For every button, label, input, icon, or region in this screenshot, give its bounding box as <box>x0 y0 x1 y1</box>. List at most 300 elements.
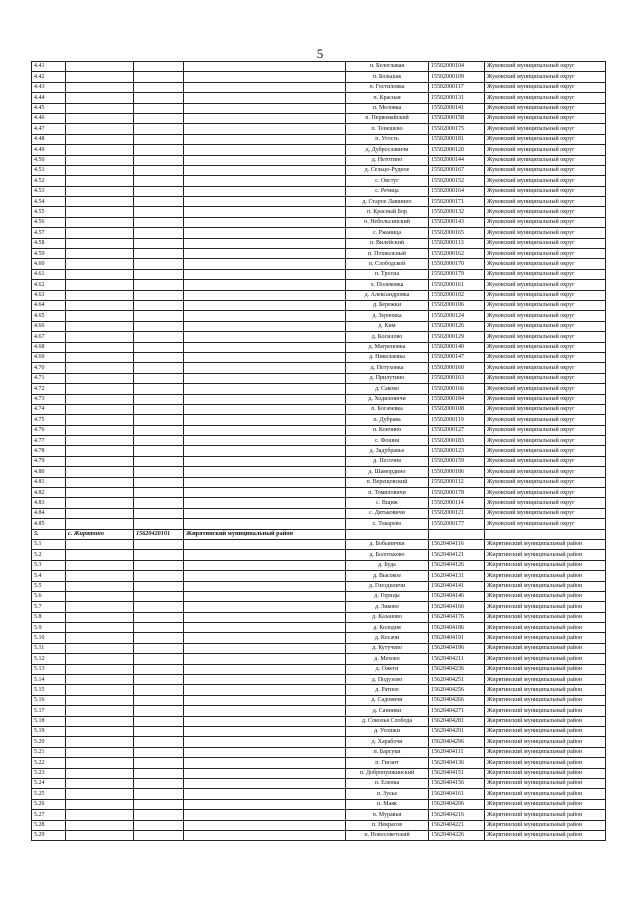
settlement-code: 15502000158 <box>429 113 485 123</box>
empty-cell <box>184 352 346 362</box>
empty-cell <box>66 217 134 227</box>
empty-cell <box>134 737 184 747</box>
empty-cell <box>66 467 134 477</box>
table-row <box>32 259 606 269</box>
row-number: 5.12 <box>32 654 66 664</box>
municipality-name: Жуковский муниципальный округ <box>485 228 606 238</box>
row-number: 4.68 <box>32 342 66 352</box>
row-number: 4.70 <box>32 363 66 373</box>
settlement-code: 15620404266 <box>429 695 485 705</box>
municipality-name: Жуковский муниципальный округ <box>485 519 606 529</box>
empty-cell <box>66 155 134 165</box>
settlement-name: п. Маяк <box>346 799 429 809</box>
table-body-zhiryatino <box>32 539 606 840</box>
municipality-name: Жуковский муниципальный округ <box>485 82 606 92</box>
settlement-name: д. Зерновка <box>346 311 429 321</box>
row-number: 5.20 <box>32 737 66 747</box>
settlement-code: 15502000159 <box>429 456 485 466</box>
row-number: 4.71 <box>32 373 66 383</box>
empty-cell <box>66 488 134 498</box>
settlement-name: д. Нетотино <box>346 155 429 165</box>
empty-cell <box>184 124 346 134</box>
empty-cell <box>184 72 346 82</box>
empty-cell <box>66 560 134 570</box>
empty-cell <box>134 290 184 300</box>
settlement-code: 15620404196 <box>429 643 485 653</box>
empty-cell <box>66 758 134 768</box>
settlement-name: п. Гигант <box>346 758 429 768</box>
settlement-name: д. Песочня <box>346 456 429 466</box>
table-row <box>32 591 606 601</box>
empty-cell <box>134 228 184 238</box>
municipality-name: Жуковский муниципальный округ <box>485 176 606 186</box>
table-row <box>32 550 606 560</box>
table-row <box>32 508 606 518</box>
table-row <box>32 446 606 456</box>
settlement-name: д. Прилутино <box>346 373 429 383</box>
municipality-name: Жуковский муниципальный округ <box>485 342 606 352</box>
settlement-name: с. Овстуг <box>346 176 429 186</box>
table-row <box>32 134 606 144</box>
empty-cell <box>134 384 184 394</box>
empty-cell <box>66 654 134 664</box>
table-body-group <box>32 529 606 539</box>
row-number: 5.2 <box>32 550 66 560</box>
empty-cell <box>184 300 346 310</box>
empty-cell <box>184 789 346 799</box>
municipality-name: Жуковский муниципальный округ <box>485 113 606 123</box>
settlement-name: д. Колодня <box>346 623 429 633</box>
settlement-name: п. Гостиловка <box>346 82 429 92</box>
table-row <box>32 155 606 165</box>
empty-cell <box>184 332 346 342</box>
empty-cell <box>184 290 346 300</box>
page-number: 5 <box>316 46 324 61</box>
settlement-code: 15502000112 <box>429 477 485 487</box>
settlement-code: 15620404186 <box>429 623 485 633</box>
settlement-code: 15502000143 <box>429 217 485 227</box>
empty-cell <box>184 82 346 92</box>
settlement-name: п. Еленка <box>346 778 429 788</box>
empty-cell <box>66 612 134 622</box>
empty-cell <box>134 467 184 477</box>
empty-cell <box>66 456 134 466</box>
row-number: 4.46 <box>32 113 66 123</box>
empty-cell <box>66 519 134 529</box>
row-number: 5.29 <box>32 830 66 840</box>
municipality-name: Жуковский муниципальный округ <box>485 165 606 175</box>
empty-cell <box>134 207 184 217</box>
empty-cell <box>134 799 184 809</box>
settlement-code: 15502000175 <box>429 124 485 134</box>
row-number: 4.61 <box>32 269 66 279</box>
empty-cell <box>184 456 346 466</box>
table-body-zhukovsky <box>32 62 606 530</box>
empty-cell <box>66 727 134 737</box>
row-number: 5.1 <box>32 539 66 549</box>
row-number: 5.19 <box>32 727 66 737</box>
empty-cell <box>66 373 134 383</box>
row-number: 4.49 <box>32 145 66 155</box>
empty-cell <box>66 830 134 840</box>
empty-cell <box>184 820 346 830</box>
table-row <box>32 165 606 175</box>
settlement-name: д. Старое Лавшино <box>346 197 429 207</box>
empty-cell <box>66 716 134 726</box>
municipality-name: Жирятинский муниципальный район <box>485 581 606 591</box>
table-row <box>32 519 606 529</box>
municipality-name: Жуковский муниципальный округ <box>485 269 606 279</box>
table-row <box>32 498 606 508</box>
municipality-name: Жуковский муниципальный округ <box>485 415 606 425</box>
empty-cell <box>66 145 134 155</box>
settlement-code: 15502000161 <box>429 280 485 290</box>
municipality-name: Жирятинский муниципальный район <box>485 778 606 788</box>
empty-cell <box>66 342 134 352</box>
municipality-name: Жуковский муниципальный округ <box>485 394 606 404</box>
empty-cell <box>184 321 346 331</box>
municipality-name: Жирятинский муниципальный район <box>485 706 606 716</box>
settlement-name: д. Усошки <box>346 727 429 737</box>
table-row <box>32 602 606 612</box>
table-row <box>32 654 606 664</box>
municipality-name: Жирятинский муниципальный район <box>485 747 606 757</box>
row-number: 4.72 <box>32 384 66 394</box>
empty-cell <box>134 654 184 664</box>
settlement-name: п. Большак <box>346 72 429 82</box>
table-row <box>32 415 606 425</box>
empty-cell <box>134 404 184 414</box>
municipality-name: Жуковский муниципальный округ <box>485 498 606 508</box>
settlement-code: 15620404176 <box>429 612 485 622</box>
row-number: 4.78 <box>32 446 66 456</box>
row-number: 4.42 <box>32 72 66 82</box>
empty-cell <box>184 508 346 518</box>
empty-cell <box>184 654 346 664</box>
municipality-name: Жуковский муниципальный округ <box>485 363 606 373</box>
table-row <box>32 93 606 103</box>
settlement-code: 15502000124 <box>429 311 485 321</box>
settlement-code: 15502000114 <box>429 498 485 508</box>
empty-cell <box>134 259 184 269</box>
empty-cell <box>134 300 184 310</box>
municipality-name: Жуковский муниципальный округ <box>485 446 606 456</box>
empty-cell <box>134 633 184 643</box>
row-number: 4.85 <box>32 519 66 529</box>
settlement-name: д. Кутучево <box>346 643 429 653</box>
settlement-code: 15620404296 <box>429 737 485 747</box>
settlement-name: п. Красный Бор <box>346 207 429 217</box>
table-row <box>32 228 606 238</box>
empty-cell <box>66 695 134 705</box>
settlement-code: 15620404256 <box>429 685 485 695</box>
settlement-code: 15502000178 <box>429 488 485 498</box>
municipality-name: Жирятинский муниципальный район <box>485 664 606 674</box>
municipality-name: Жирятинский муниципальный район <box>485 633 606 643</box>
empty-cell <box>66 103 134 113</box>
table-row <box>32 238 606 248</box>
table-row <box>32 217 606 227</box>
group-name: Жирятинский муниципальный район <box>184 529 346 539</box>
row-number: 4.84 <box>32 508 66 518</box>
empty-cell <box>184 446 346 456</box>
municipality-name: Жирятинский муниципальный район <box>485 612 606 622</box>
settlement-code: 15502000166 <box>429 384 485 394</box>
empty-cell <box>66 789 134 799</box>
row-number: 5.14 <box>32 675 66 685</box>
table-row <box>32 810 606 820</box>
settlement-code: 15620404136 <box>429 758 485 768</box>
row-number: 5.13 <box>32 664 66 674</box>
row-number: 4.75 <box>32 415 66 425</box>
empty-cell <box>184 664 346 674</box>
empty-cell <box>184 727 346 737</box>
empty-cell <box>134 82 184 92</box>
table-row <box>32 186 606 196</box>
empty-cell <box>66 62 134 72</box>
empty-cell <box>184 113 346 123</box>
empty-cell <box>184 93 346 103</box>
empty-cell <box>66 623 134 633</box>
empty-cell <box>184 394 346 404</box>
empty-cell <box>184 488 346 498</box>
row-number: 5.3 <box>32 560 66 570</box>
empty-cell <box>184 768 346 778</box>
empty-cell <box>66 290 134 300</box>
settlement-name: п. Похвальный <box>346 249 429 259</box>
empty-cell <box>184 436 346 446</box>
settlement-name: п. Добропушкинский <box>346 768 429 778</box>
municipality-name: Жирятинский муниципальный район <box>485 695 606 705</box>
table-row <box>32 643 606 653</box>
municipality-name: Жирятинский муниципальный район <box>485 737 606 747</box>
municipality-name: Жуковский муниципальный округ <box>485 249 606 259</box>
table-row <box>32 830 606 840</box>
empty-cell <box>134 197 184 207</box>
row-number: 4.76 <box>32 425 66 435</box>
empty-cell <box>134 373 184 383</box>
empty-cell <box>134 706 184 716</box>
empty-cell <box>134 716 184 726</box>
settlement-code: 15620404271 <box>429 706 485 716</box>
municipality-name: Жирятинский муниципальный район <box>485 810 606 820</box>
municipality-name: Жуковский муниципальный округ <box>485 197 606 207</box>
empty-cell <box>134 155 184 165</box>
settlement-name: п. Верещовский <box>346 477 429 487</box>
settlement-code: 15502000113 <box>429 238 485 248</box>
settlement-code: 15502000141 <box>429 103 485 113</box>
table-row <box>32 675 606 685</box>
table-row <box>32 113 606 123</box>
municipality-name: Жирятинский муниципальный район <box>485 654 606 664</box>
empty-cell <box>184 186 346 196</box>
table-row <box>32 394 606 404</box>
empty-cell <box>66 93 134 103</box>
row-number: 4.56 <box>32 217 66 227</box>
empty-cell <box>66 269 134 279</box>
row-number: 5.16 <box>32 695 66 705</box>
settlement-code: 15620404146 <box>429 591 485 601</box>
settlement-name: с. Вщиж <box>346 498 429 508</box>
empty-cell <box>134 571 184 581</box>
empty-cell <box>134 415 184 425</box>
municipality-name: Жирятинский муниципальный район <box>485 758 606 768</box>
settlement-code: 15620404281 <box>429 716 485 726</box>
empty-cell <box>66 643 134 653</box>
empty-cell <box>184 612 346 622</box>
row-number: 4.77 <box>32 436 66 446</box>
settlement-name: п. Зуєье <box>346 789 429 799</box>
empty-cell <box>66 778 134 788</box>
empty-cell <box>134 124 184 134</box>
empty-cell <box>66 498 134 508</box>
settlement-code: 15620404111 <box>429 747 485 757</box>
municipality-name: Жуковский муниципальный округ <box>485 436 606 446</box>
settlement-code: 15502000163 <box>429 373 485 383</box>
empty-cell <box>66 176 134 186</box>
settlement-code: 15502000131 <box>429 93 485 103</box>
table-row <box>32 311 606 321</box>
row-number: 4.47 <box>32 124 66 134</box>
table-row <box>32 436 606 446</box>
row-number: 4.51 <box>32 165 66 175</box>
empty-cell <box>66 280 134 290</box>
empty-cell <box>184 706 346 716</box>
settlement-code: 15502000140 <box>429 342 485 352</box>
table-row <box>32 280 606 290</box>
empty-cell <box>66 737 134 747</box>
settlement-name: д. Косачи <box>346 633 429 643</box>
settlement-name: д. Харабочи <box>346 737 429 747</box>
row-number: 4.48 <box>32 134 66 144</box>
empty-cell <box>134 612 184 622</box>
row-number: 5.23 <box>32 768 66 778</box>
table-row <box>32 706 606 716</box>
settlement-name: п. Богачевка <box>346 404 429 414</box>
settlement-name: д. Подузово <box>346 675 429 685</box>
row-number: 4.52 <box>32 176 66 186</box>
empty-cell <box>66 72 134 82</box>
empty-cell <box>134 820 184 830</box>
empty-cell <box>184 176 346 186</box>
empty-cell <box>184 685 346 695</box>
settlement-code: 15620404166 <box>429 602 485 612</box>
settlement-code: 15620404126 <box>429 560 485 570</box>
empty-cell <box>184 311 346 321</box>
settlement-name: п. Слободской <box>346 259 429 269</box>
group-center-code: 15620420101 <box>134 529 184 539</box>
row-number: 5.25 <box>32 789 66 799</box>
settlement-code: 15502000184 <box>429 394 485 404</box>
settlement-code: 15502000108 <box>429 404 485 414</box>
row-number: 4.43 <box>32 82 66 92</box>
table-row <box>32 623 606 633</box>
settlement-name: п. Муравьи <box>346 810 429 820</box>
settlement-code: 15620404121 <box>429 550 485 560</box>
municipality-name: Жуковский муниципальный округ <box>485 456 606 466</box>
empty-cell <box>134 72 184 82</box>
empty-cell <box>134 113 184 123</box>
table-row <box>32 332 606 342</box>
empty-cell <box>184 643 346 653</box>
group-row <box>32 529 606 539</box>
settlement-name: д. Бережки <box>346 300 429 310</box>
settlement-code: 15502000123 <box>429 446 485 456</box>
table-row <box>32 488 606 498</box>
municipality-name: Жирятинский муниципальный район <box>485 643 606 653</box>
settlement-code: 15620404141 <box>429 581 485 591</box>
table-row <box>32 300 606 310</box>
row-number: 5.8 <box>32 612 66 622</box>
empty-cell <box>66 581 134 591</box>
settlement-name: д. Ходиловичи <box>346 394 429 404</box>
settlement-name: с. Дятьковичи <box>346 508 429 518</box>
settlement-name: д. Высокое <box>346 571 429 581</box>
row-number: 4.69 <box>32 352 66 362</box>
row-number: 4.60 <box>32 259 66 269</box>
row-number: 5.26 <box>32 799 66 809</box>
settlement-name: х. Полековка <box>346 280 429 290</box>
empty-cell <box>134 145 184 155</box>
settlement-code: 15502000171 <box>429 197 485 207</box>
settlement-name: д. Шамордино <box>346 467 429 477</box>
municipality-name: Жуковский муниципальный округ <box>485 311 606 321</box>
settlement-name: с. Речица <box>346 186 429 196</box>
settlement-code: 15620404191 <box>429 633 485 643</box>
empty-cell <box>66 415 134 425</box>
row-number: 5.6 <box>32 591 66 601</box>
row-number: 4.82 <box>32 488 66 498</box>
table-row <box>32 758 606 768</box>
municipality-name: Жирятинский муниципальный район <box>485 591 606 601</box>
table-row <box>32 581 606 591</box>
settlement-name: д. Горнцы <box>346 591 429 601</box>
municipality-name: Жирятинский муниципальный район <box>485 830 606 840</box>
empty-cell <box>66 332 134 342</box>
table-row <box>32 664 606 674</box>
settlement-code: 15620404226 <box>429 830 485 840</box>
settlement-name: п. Кончино <box>346 425 429 435</box>
empty-cell <box>134 830 184 840</box>
row-number: 5.27 <box>32 810 66 820</box>
settlement-name: д. Гнездиличи <box>346 581 429 591</box>
empty-cell <box>66 550 134 560</box>
municipality-name: Жирятинский муниципальный район <box>485 727 606 737</box>
empty-cell <box>184 269 346 279</box>
settlement-code: 15620404156 <box>429 778 485 788</box>
empty-cell <box>134 249 184 259</box>
empty-cell <box>134 675 184 685</box>
municipality-name: Жуковский муниципальный округ <box>485 217 606 227</box>
settlement-name: п. Тросна <box>346 269 429 279</box>
table-row <box>32 747 606 757</box>
empty-cell <box>184 425 346 435</box>
settlement-code: 15502000162 <box>429 249 485 259</box>
empty-cell <box>184 519 346 529</box>
settlement-code: 15502000183 <box>429 436 485 446</box>
settlement-name: с. Ржаница <box>346 228 429 238</box>
row-number: 5.4 <box>32 571 66 581</box>
settlement-name: д. Соколья Слобода <box>346 716 429 726</box>
municipality-name: Жуковский муниципальный округ <box>485 477 606 487</box>
settlement-code: 15502000120 <box>429 145 485 155</box>
municipality-name: Жуковский муниципальный округ <box>485 155 606 165</box>
empty-cell <box>66 197 134 207</box>
table-row <box>32 633 606 643</box>
empty-cell <box>134 539 184 549</box>
municipality-name: Жирятинский муниципальный район <box>485 602 606 612</box>
row-number: 4.54 <box>32 197 66 207</box>
